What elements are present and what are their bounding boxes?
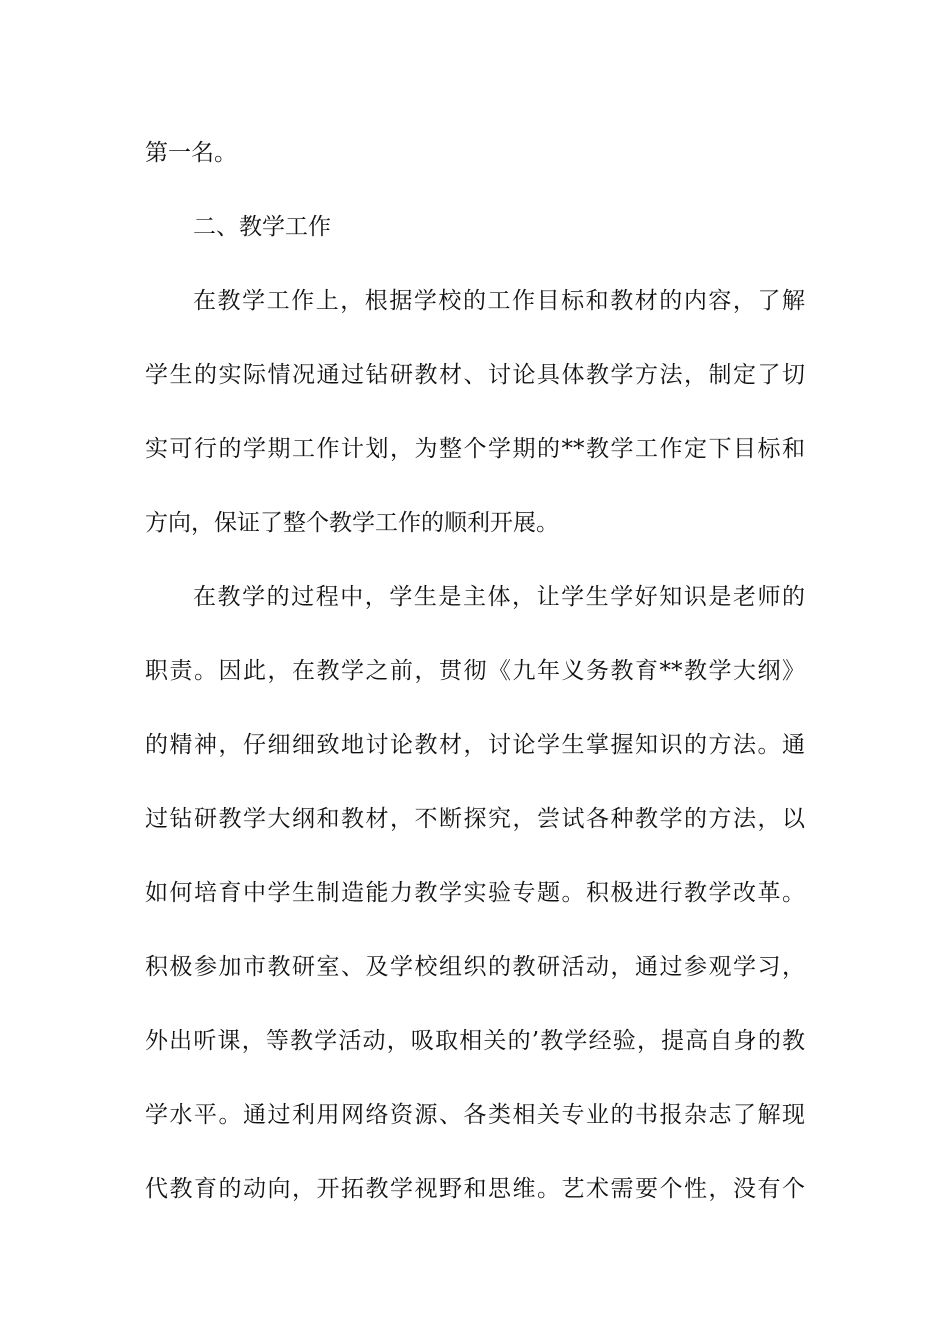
text-line: 职责。因此，在教学之前，贯彻《九年义务教育**教学大纲》 — [145, 658, 805, 684]
text-line: 积极参加市教研室、及学校组织的教研活动，通过参观学习， — [145, 954, 805, 980]
text-line: 外出听课，等教学活动，吸取相关的’教学经验，提高自身的教 — [145, 1028, 805, 1054]
text-line: 第一名。 — [145, 140, 237, 166]
text-line: 代教育的动向，开拓教学视野和思维。艺术需要个性，没有个 — [145, 1176, 805, 1202]
text-line: 实可行的学期工作计划，为整个学期的**教学工作定下目标和 — [145, 436, 805, 462]
text-line: 在教学工作上，根据学校的工作目标和教材的内容，了解 — [193, 288, 805, 314]
text-line: 方向，保证了整个教学工作的顺利开展。 — [145, 510, 559, 536]
text-line: 学水平。通过利用网络资源、各类相关专业的书报杂志了解现 — [145, 1102, 805, 1128]
text-line: 过钻研教学大纲和教材，不断探究，尝试各种教学的方法，以 — [145, 806, 805, 832]
text-line: 学生的实际情况通过钻研教材、讨论具体教学方法，制定了切 — [145, 362, 805, 388]
text-line: 的精神，仔细细致地讨论教材，讨论学生掌握知识的方法。通 — [145, 732, 805, 758]
text-line: 在教学的过程中，学生是主体，让学生学好知识是老师的 — [193, 584, 805, 610]
section-heading: 二、教学工作 — [193, 214, 331, 240]
text-line: 如何培育中学生制造能力教学实验专题。积极进行教学改革。 — [145, 880, 805, 906]
